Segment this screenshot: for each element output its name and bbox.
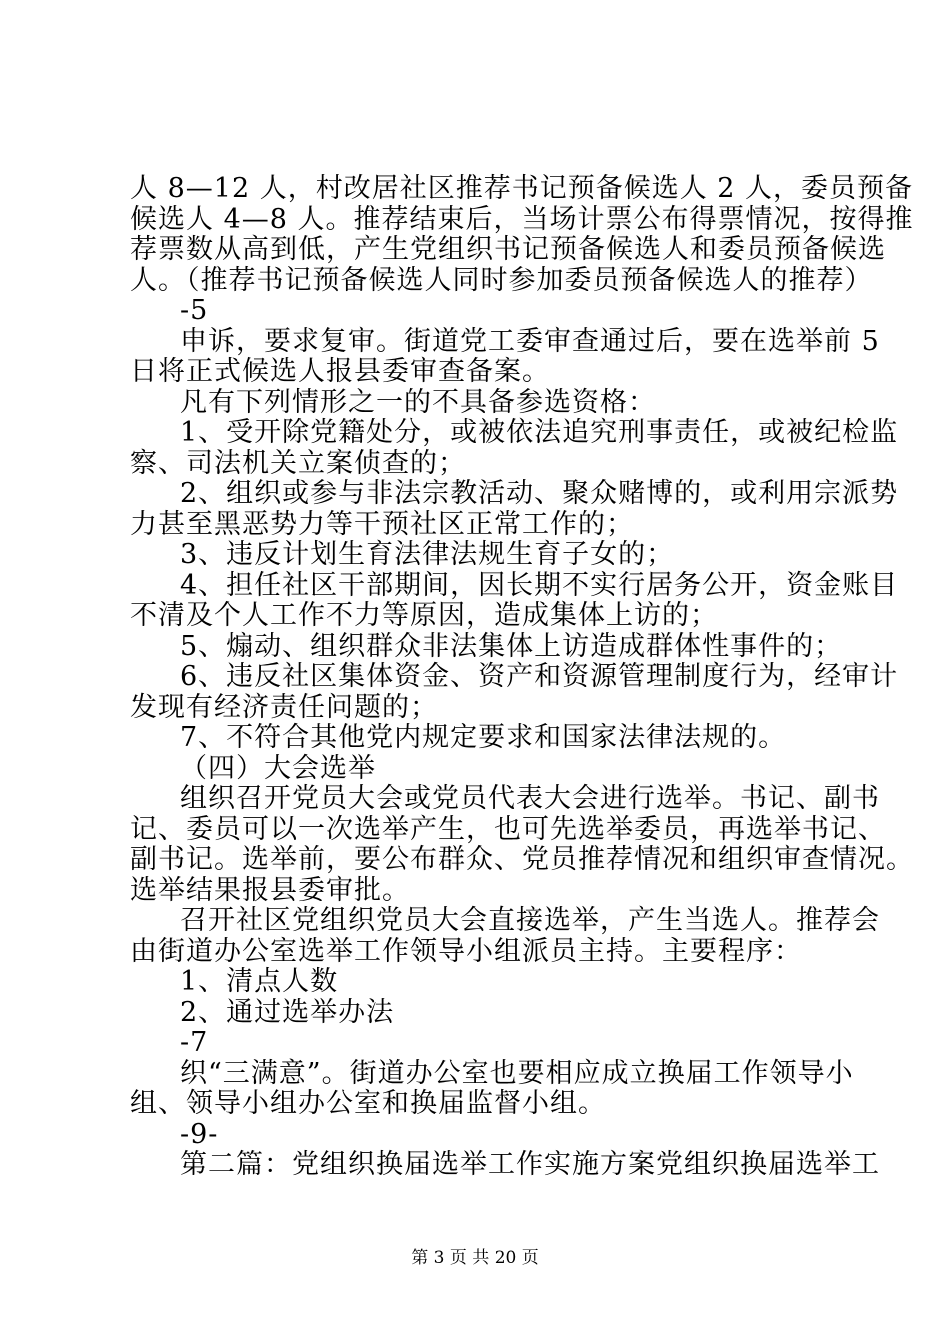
list-item: 4、担任社区干部期间，因长期不实行居务公开，资金账目: [180, 569, 899, 601]
text-line: 织“三满意”。街道办公室也要相应成立换届工作领导小: [180, 1057, 854, 1089]
text-line: 记、委员可以一次选举产生，也可先选举委员，再选举书记、: [130, 813, 886, 845]
page-marker: -7: [180, 1027, 209, 1058]
text-line: 申诉，要求复审。街道党工委审查通过后，要在选举前 5: [180, 325, 880, 357]
text-line: 日将正式候选人报县委审查备案。: [130, 356, 550, 387]
text-line: 候选人 4—8 人。推荐结束后，当场计票公布得票情况，按得推: [130, 203, 914, 235]
text-line: 组、领导小组办公室和换届监督小组。: [130, 1088, 606, 1119]
text-line: 力甚至黑恶势力等干预社区正常工作的；: [130, 508, 634, 540]
text-line: 召开社区党组织党员大会直接选举，产生当选人。推荐会: [180, 905, 880, 936]
text-line: 组织召开党员大会或党员代表大会进行选举。书记、副书: [180, 783, 880, 814]
list-item: 2、通过选举办法: [180, 996, 395, 1028]
text-line: 人。（推荐书记预备候选人同时参加委员预备候选人的推荐）: [130, 264, 873, 296]
page-marker: -9-: [180, 1118, 219, 1150]
text-line: 察、司法机关立案侦查的；: [130, 447, 466, 479]
body-text: [130, 173, 914, 1181]
text-line: 发现有经济责任问题的；: [130, 691, 438, 723]
page-marker: -5: [180, 295, 209, 326]
section-heading: （四）大会选举: [180, 752, 376, 784]
text-line: 凡有下列情形之一的不具备参选资格：: [180, 386, 656, 418]
text-line: 人 8—12 人，村改居社区推荐书记预备候选人 2 人，委员预备: [130, 173, 914, 204]
list-item: 6、违反社区集体资金、资产和资源管理制度行为，经审计: [180, 661, 899, 692]
text-line: 荐票数从高到低，产生党组织书记预备候选人和委员预备候选: [130, 234, 886, 265]
text-line: 第二篇：党组织换届选举工作实施方案党组织换届选举工: [180, 1149, 880, 1180]
list-item: 2、组织或参与非法宗教活动、聚众赌博的，或利用宗派势: [180, 478, 899, 509]
list-item: 1、清点人数: [180, 966, 339, 997]
text-line: 由街道办公室选举工作领导小组派员主持。主要程序：: [130, 935, 802, 967]
list-item: 5、煽动、组织群众非法集体上访造成群体性事件的；: [180, 630, 843, 662]
text-line: 不清及个人工作不力等原因，造成集体上访的；: [130, 600, 718, 631]
list-item: 3、违反计划生育法律法规生育子女的；: [180, 539, 675, 570]
list-item: 7、不符合其他党内规定要求和国家法律法规的。: [180, 722, 787, 753]
text-line: 选举结果报县委审批。: [130, 874, 410, 906]
page-footer: 第 3 页 共 20 页: [411, 1248, 539, 1268]
text-line: 副书记。选举前，要公布群众、党员推荐情况和组织审查情况。: [130, 844, 914, 875]
list-item: 1、受开除党籍处分，或被依法追究刑事责任，或被纪检监: [180, 417, 899, 448]
